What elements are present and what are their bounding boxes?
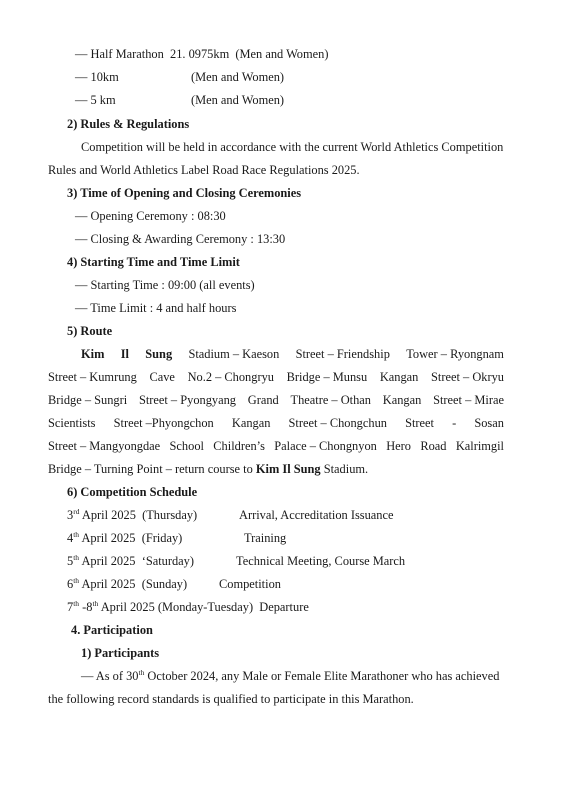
participants-text-line1: — As of 30th October 2024, any Male or Female Elite Marathoner who has achieved [81,668,500,683]
event-half-marathon: — Half Marathon 21. 0975km (Men and Women) [75,47,329,61]
event-5km: — 5 km [75,93,116,107]
closing-ceremony: — Closing & Awarding Ceremony : 13:30 [75,232,286,246]
route-line-2: Street – Kumrung Cave No.2 – Chongryu Bridge – Munsu Kangan Street – Okryu [48,370,504,384]
route-line-5: Street – Mangyongdae School Children’s Palace – Chongnyon Hero Road Kalrimgil [48,439,504,453]
route-line-3: Bridge – Sungri Street – Pyongyang Grand Theatre – Othan Kangan Street – Mirae [48,393,504,407]
route-heading: 5) Route [67,324,113,338]
starting-time-heading: 4) Starting Time and Time Limit [67,255,240,269]
opening-ceremony: — Opening Ceremony : 08:30 [75,209,226,223]
event-10km: — 10km [75,70,119,84]
schedule-heading: 6) Competition Schedule [67,485,198,499]
participation-heading: 4. Participation [71,623,153,637]
document-page: — Half Marathon 21. 0975km (Men and Women) — 10km (Men and Women) — 5 km (Men and Women) 2) Rules & Regulations Competition will be held in accordance with the current World Athletics Competition Rules and World Athletics Label Road Race Regulations 2025. 3) Time of Opening and Closing Ceremonies — Opening Ceremony : 08:30 — Closing & Awarding Ceremony : 13:30 4) Starting Time and Time Limit — Starting Time : 09:00 (all events) — Time Limit : 4 and half hours 5) Route Kim Il Sung Stadium – Kaeson Street – Friendship Tower – Ryongnam Street – Kumrung Cave No.2 – Chongryu Bridge – Munsu Kangan Street – Okryu Bridge – Sungri Street – Pyongyang Grand Theatre – Othan Kangan Street – Mirae Scientists Street –Phyongchon Kangan Street – Chongchun Street - Sosan Street – Mangyongdae School Children’s Palace – Chongnyon Hero Road Kalrimgil Bridge – Turning Point – return course to Kim Il Sung Stadium. 6) Competition Schedule 3rd April 2025 (Thursday) Arrival, Accreditation Issuance 4th April 2025 (Friday) Training 5th April 2025 ‘Saturday) Technical Meeting, Course March 6th April 2025 (Sunday) Competition 7th -8th April 2025 (Monday-Tuesday) Departure 4. Participation 1) Participants — As of 30th October 2024, any Male or Female Elite Marathoner who has achieved the following record standards is qualified to participate in this Marathon. [48,47,504,706]
route-line-4: Scientists Street –Phyongchon Kangan Street – Chongchun Street - Sosan [48,416,504,430]
event-5km-category: (Men and Women) [191,93,285,107]
ceremonies-heading: 3) Time of Opening and Closing Ceremonies [67,186,302,200]
time-limit: — Time Limit : 4 and half hours [75,301,237,315]
route-line-1: Kim Il Sung Stadium – Kaeson Street – Friendship Tower – Ryongnam [81,347,504,361]
rules-heading: 2) Rules & Regulations [67,117,190,131]
rules-text-line1: Competition will be held in accordance with the current World Athletics Competition [81,140,504,154]
rules-text-line2: Rules and World Athletics Label Road Race Regulations 2025. [48,163,360,177]
participants-text-line2: the following record standards is qualified to participate in this Marathon. [48,692,414,706]
participants-subheading: 1) Participants [81,646,160,660]
route-line-6: Bridge – Turning Point – return course to Kim Il Sung Stadium. [48,462,369,476]
event-10km-category: (Men and Women) [191,70,285,84]
schedule-row: 7th -8th April 2025 (Monday-Tuesday) Departure [67,599,309,614]
starting-time: — Starting Time : 09:00 (all events) [75,278,255,292]
